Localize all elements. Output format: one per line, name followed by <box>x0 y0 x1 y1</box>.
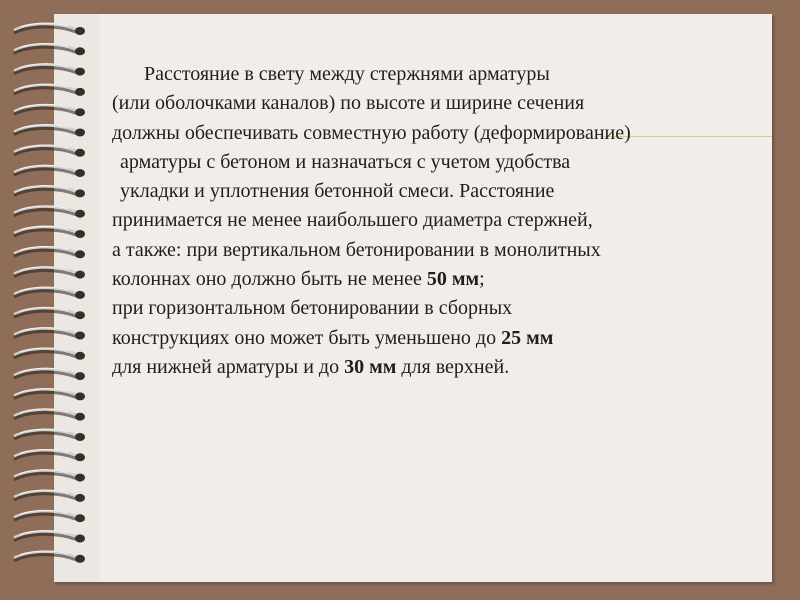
spiral-ring <box>14 348 85 360</box>
bold-value: 25 мм <box>501 326 554 349</box>
bold-value: 30 мм <box>344 355 397 378</box>
text-line: Расстояние в свету между стержнями арматуры <box>144 63 550 85</box>
spiral-ring <box>14 23 85 35</box>
spiral-ring <box>14 328 85 340</box>
text-line: (или оболочками каналов) по высоте и ширине сечения <box>112 92 585 115</box>
spiral-ring <box>14 226 85 238</box>
spiral-ring <box>14 470 85 482</box>
text-line: укладки и уплотнения бетонной смеси. Расстояние <box>120 180 555 203</box>
text-line: принимается не менее наибольшего диаметра стержней, <box>112 209 593 232</box>
spiral-ring <box>14 267 85 279</box>
spiral-ring <box>14 84 85 96</box>
spiral-ring <box>14 125 85 137</box>
spiral-ring <box>14 449 85 461</box>
spiral-ring <box>14 510 85 522</box>
spiral-ring <box>14 206 85 218</box>
spiral-ring <box>14 246 85 258</box>
spiral-ring <box>14 551 85 563</box>
spiral-ring <box>14 429 85 441</box>
text-line: колоннах оно должно быть не менее 50 мм; <box>112 268 485 291</box>
spiral-ring <box>14 43 85 55</box>
spiral-ring <box>14 287 85 299</box>
spiral-ring <box>14 389 85 401</box>
spiral-ring <box>14 368 85 380</box>
spiral-ring <box>14 104 85 116</box>
bold-value: 50 мм <box>426 268 480 291</box>
text-line: конструкциях оно может быть уменьшено до 25 мм <box>112 326 554 349</box>
spiral-ring <box>14 531 85 543</box>
text-line: а также: при вертикальном бетонировании в монолитных <box>112 238 601 261</box>
spiral-ring <box>14 186 85 198</box>
text-line: для нижней арматуры и до 30 мм для верхней. <box>112 355 510 378</box>
text-line: арматуры с бетоном и назначаться с учетом удобства <box>120 150 571 173</box>
spiral-ring <box>14 409 85 421</box>
spiral-ring <box>14 145 85 157</box>
slide-text <box>112 60 762 382</box>
spiral-ring <box>14 64 85 76</box>
notebook-spiral-binding-icon <box>10 20 90 580</box>
text-line: при горизонтальном бетонировании в сборных <box>112 297 513 320</box>
spiral-ring <box>14 165 85 177</box>
text-line: должны обеспечивать совместную работу (деформирование) <box>112 121 631 144</box>
spiral-ring <box>14 490 85 502</box>
spiral-ring <box>14 307 85 319</box>
